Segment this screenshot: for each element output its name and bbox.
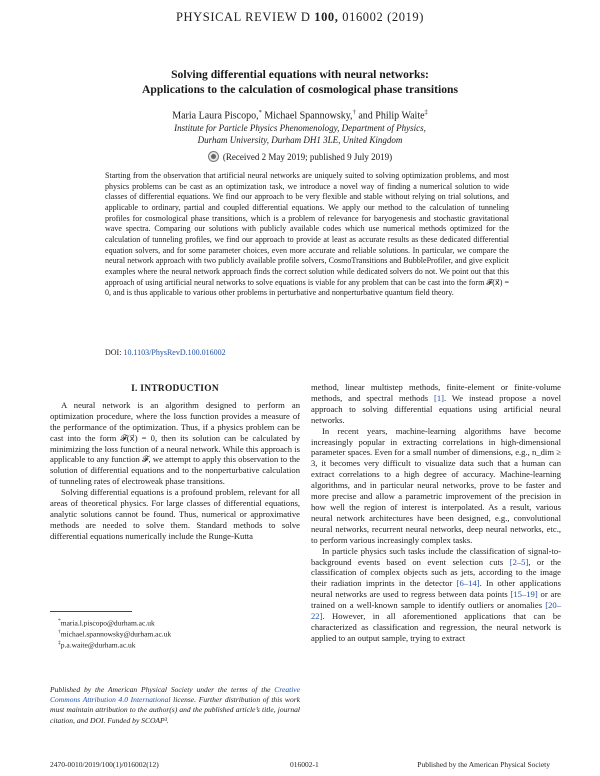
author-2-mark: †: [352, 109, 356, 116]
title-line-2: Applications to the calculation of cosmological phase transitions: [142, 83, 458, 96]
citation-link[interactable]: [15–19]: [510, 589, 538, 600]
citation-link[interactable]: [6–14]: [456, 578, 480, 589]
right-p3-text-b: , or the classification of complex objects such as jets, according to the image their radiation imprints in the detector: [311, 556, 561, 589]
footer-page-number: 016002-1: [290, 760, 319, 769]
intro-paragraph-2: Solving differential equations is a profound problem, relevant for all areas of theoretical physics. For large classes of differential equations, analytic solutions cannot be found. Thus, numerical or approximative methods are needed to solve them. Standard methods to solve differential equations numerically include the Runge-Kutta: [50, 487, 300, 541]
article-number: 016002 (2019): [342, 10, 425, 24]
citation-link[interactable]: [2–5]: [509, 556, 529, 567]
left-column: [50, 384, 300, 542]
author-3-mark: ‡: [424, 109, 428, 116]
author-list: [60, 107, 540, 122]
license-note-part-1: Published by the American Physical Society under the terms of the: [50, 685, 275, 694]
right-p1-text-a: method, linear multistep methods, finite-element or finite-volume methods, and spectral methods: [311, 382, 561, 403]
right-p3-text-e: . However, in all aforementioned applications that can be characterized as classification and regression, the neural network is applied to an output sample, trying to extract: [311, 611, 561, 643]
footnote-1-mark: *: [58, 618, 61, 624]
journal-name: PHYSICAL REVIEW D: [175, 10, 311, 24]
footnote-divider: [50, 611, 132, 612]
right-column: [311, 382, 561, 644]
title-line-1: Solving differential equations with neural networks:: [171, 68, 429, 81]
author-1[interactable]: Maria Laura Piscopo,: [172, 110, 259, 122]
footnote-3-email[interactable]: p.a.waite@durham.ac.uk: [60, 640, 136, 650]
check-for-updates-icon[interactable]: [208, 151, 219, 162]
right-paragraph-3: [311, 546, 561, 644]
footnote-3: [58, 639, 298, 650]
author-3[interactable]: and Philip Waite: [355, 110, 425, 122]
footnote-2: [58, 628, 298, 639]
affiliation: [60, 122, 540, 146]
intro-paragraph-1: A neural network is an algorithm designed to perform an optimization procedure, where the loss function provides a measure of the performance of the optimization. Thus, if a physics problem can be cast into the form 𝓕(x⃗) = 0, then its solution can be calculated by minimizing the loss function of a neural network. While this approach is applicable to any function 𝓕, we attempt to apply this observation to the solution of differential equations and to the nonperturbative calculation of tunneling rates of electroweak phase transitions.: [50, 399, 300, 487]
journal-header: [0, 10, 600, 25]
footnote-2-mark: †: [58, 629, 61, 636]
right-p3-text-c: . In other applications neural networks are used to regress between data points: [311, 578, 561, 600]
footer-publisher: Published by the American Physical Society: [417, 760, 550, 769]
citation-link[interactable]: [1]: [433, 392, 444, 403]
right-p3-text-a: In particle physics such tasks include the classification of signal-to-background events based on event selection cuts: [311, 545, 561, 567]
right-p1-text-b: . We instead propose a novel approach to solving differential equations using artificial neural networks.: [311, 392, 561, 425]
right-paragraph-1: [311, 382, 561, 426]
footnote-1-email[interactable]: maria.l.piscopo@durham.ac.uk: [60, 618, 155, 628]
author-1-mark: *: [258, 109, 262, 116]
license-link[interactable]: Creative Commons Attribution 4.0 International: [50, 685, 300, 705]
right-p3-text-d: or are trained on a well-known sample to identify outliers or anomalies: [311, 589, 561, 611]
license-note: [50, 685, 300, 726]
license-note-part-2: license. Further distribution of this work must maintain attribution to the author(s) and the published article’s title, journal citation, and DOI. Funded by SCOAP³.: [50, 695, 301, 725]
footnotes: [58, 617, 298, 650]
abstract: Starting from the observation that artificial neural networks are uniquely suited to solving optimization problems, and most physics problems can be cast as an optimization task, we introduce a novel way of finding a numerical solution to wide classes of differential equations. We find our approach to be very flexible and stable without relying on trial solutions, and applicable to ordinary, partial and coupled differential equations. We apply our method to the calculation of tunneling profiles for cosmological phase transitions, which is a problem of relevance for baryogenesis and stochastic gravitational wave spectra. Comparing our solutions with publicly available codes which use numerical methods optimized for the calculation of tunneling profiles, we find our approach to provide at least as accurate results as these dedicated differential equation solvers, and for some parameter choices, even more accurate and reliable solutions. In particular, we compare the neural network approach with two publicly available profile solvers, CosmoTransitions and BubbleProfiler, and give explicit examples where the neural network approach finds the correct solution while dedicated solvers do not. We point out that this approach of using artificial neural networks to solve equations is viable for any problem that can be cast into the form 𝓕(x⃗) = 0, and is thus applicable to various other problems in perturbative and nonperturbative quantum field theory.: [105, 171, 509, 298]
footer-issn: 2470-0010/2019/100(1)/016002(12): [50, 760, 159, 769]
affiliation-line-1: Institute for Particle Physics Phenomenology, Department of Physics,: [174, 123, 426, 133]
doi-label: DOI:: [105, 348, 122, 357]
footnote-3-mark: ‡: [58, 640, 61, 647]
paper-title: [60, 67, 540, 97]
journal-volume: 100,: [314, 10, 339, 24]
received-text: (Received 2 May 2019; published 9 July 2019): [222, 152, 393, 162]
doi-line: [105, 348, 226, 357]
footnote-2-email[interactable]: michael.spannowsky@durham.ac.uk: [60, 629, 172, 639]
footnote-1: [58, 617, 298, 628]
author-2[interactable]: Michael Spannowsky,: [261, 110, 353, 122]
doi-link[interactable]: 10.1103/PhysRevD.100.016002: [123, 348, 226, 357]
citation-link[interactable]: [20–22]: [311, 600, 561, 622]
section-title-introduction: I. INTRODUCTION: [131, 384, 219, 394]
affiliation-line-2: Durham University, Durham DH1 3LE, United Kingdom: [197, 135, 403, 145]
right-paragraph-2: In recent years, machine-learning algorithms have become increasingly popular in extracting correlations in high-dimensional parameter spaces. Even for a small number of dimensions, e.g., n_dim ≥ 3, it becomes very difficult to visualize data such that a human can extract correlations to a high degree of accuracy. Machine-learning algorithms, and in particular neural networks, prove to be faster and more precise and allow a parametric improvement of the precision in how well the region of interest is interpolated. As a result, various neural network architectures have been designed, e.g., convolutional neural networks, recurrent neural networks, deep neural networks, etc., to perform various increasingly complex tasks.: [311, 425, 561, 545]
received-dates: [60, 151, 540, 163]
